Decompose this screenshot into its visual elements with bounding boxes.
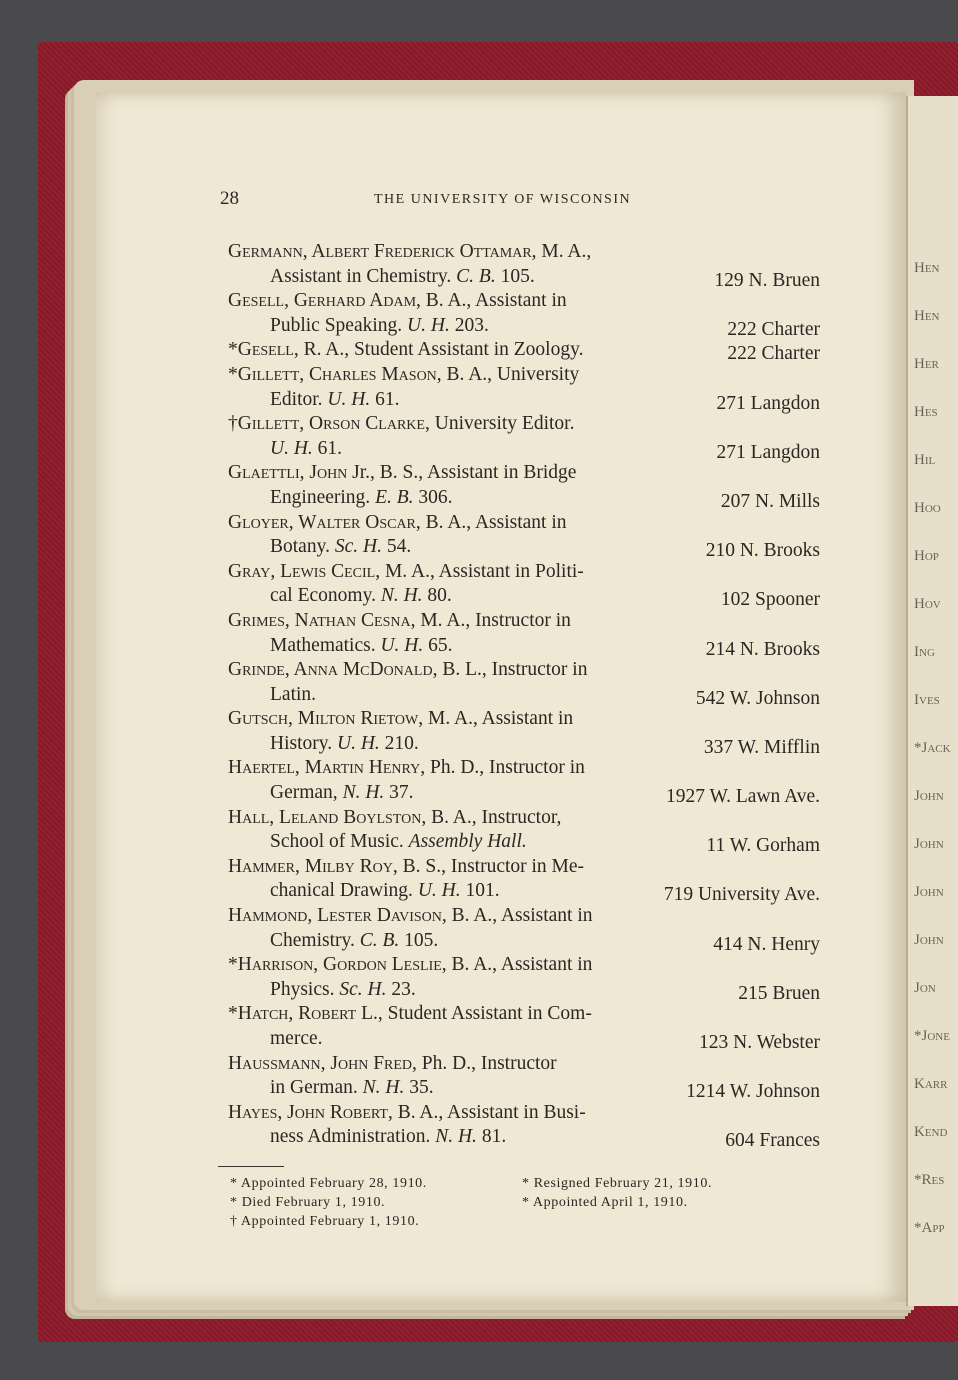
- entry-room: 35.: [409, 1077, 434, 1099]
- entry-address: 222 Charter: [727, 318, 820, 340]
- entry-name: Haertel, Martin Henry,: [228, 757, 426, 779]
- entry-name: Gutsch, Milton Rietow,: [228, 708, 424, 730]
- book-page: [96, 92, 906, 1302]
- facing-page-fragment: *Res: [914, 1172, 945, 1188]
- entry-name: Grinde, Anna McDonald,: [228, 659, 438, 681]
- directory-entry: [228, 412, 818, 461]
- entry-address: 414 N. Henry: [713, 933, 820, 955]
- entry-department: Mathematics.: [270, 634, 376, 656]
- facing-page-fragment: Kend: [914, 1124, 948, 1140]
- entry-title: B. A., Assistant in: [420, 511, 567, 533]
- entry-room: 37.: [389, 782, 414, 804]
- entry-building: U. H.: [380, 634, 424, 656]
- directory-entry: [228, 1101, 818, 1150]
- entry-address: 129 N. Bruen: [714, 269, 820, 291]
- directory-entry: [228, 855, 818, 904]
- directory-entry: [228, 953, 818, 1002]
- directory-entry: [228, 609, 818, 658]
- entry-building: U. H.: [407, 314, 450, 336]
- facing-page-fragment: Hen: [914, 260, 940, 276]
- entry-room: 61.: [375, 388, 400, 410]
- directory-entry: [228, 363, 818, 412]
- entry-address: 210 N. Brooks: [705, 540, 820, 562]
- entry-room: 61.: [317, 437, 343, 459]
- entry-department: History.: [270, 732, 333, 754]
- entry-address: 11 W. Gorham: [706, 835, 820, 857]
- entry-title: Ph. D., Instructor in: [425, 757, 585, 779]
- entry-title: B. A., Assistant in: [446, 954, 593, 976]
- entry-title: M. A., Assistant in Politi-: [380, 560, 584, 582]
- entry-address: 1927 W. Lawn Ave.: [665, 786, 820, 808]
- entry-department: Physics.: [270, 978, 335, 1000]
- directory-entry: [228, 560, 818, 609]
- entry-address: 102 Spooner: [720, 589, 820, 611]
- facing-page-fragment: John: [914, 836, 944, 852]
- entry-room: 105.: [500, 265, 535, 287]
- entry-building: U. H.: [417, 880, 461, 902]
- entry-mark: *: [228, 1003, 238, 1025]
- entry-room: 80.: [427, 585, 452, 607]
- entry-building: C. B.: [359, 929, 400, 951]
- entry-building: Sc. H.: [334, 536, 382, 558]
- entry-title: Jr., B. S., Assistant in Bridge: [347, 462, 577, 484]
- entry-mark: *: [228, 954, 238, 976]
- entry-address: 542 W. Johnson: [695, 687, 820, 709]
- facing-page-fragment: *App: [914, 1220, 945, 1236]
- entry-name: Glaettli, John: [228, 462, 348, 484]
- facing-page-fragment: Jon: [914, 980, 936, 996]
- entry-room: 23.: [391, 978, 416, 1000]
- entry-title: University Editor.: [429, 413, 575, 435]
- entry-department: Assistant in Chemistry.: [270, 265, 452, 287]
- footnote: * Appointed February 28, 1910.: [230, 1176, 427, 1191]
- entry-room: 81.: [481, 1126, 507, 1148]
- entry-title: B. A., Assistant in: [446, 905, 593, 927]
- entry-name: Haussmann, John Fred,: [228, 1052, 417, 1074]
- entry-department: merce.: [270, 1028, 323, 1049]
- entry-department: cal Economy.: [270, 585, 376, 607]
- entry-name: Grimes, Nathan Cesna,: [228, 609, 416, 631]
- facing-page-fragment: Hoo: [914, 500, 941, 516]
- directory-entry: [228, 806, 818, 855]
- footnotes-right: [522, 1174, 712, 1212]
- entry-building: E. B.: [375, 486, 414, 508]
- facing-page-fragment: Karr: [914, 1076, 948, 1092]
- entry-address: 719 University Ave.: [663, 884, 820, 906]
- directory-entry: [228, 461, 818, 510]
- entry-name: Gesell,: [237, 339, 299, 361]
- entry-department: chanical Drawing.: [270, 880, 413, 902]
- entry-building: N. H.: [435, 1126, 477, 1148]
- entry-room: 105.: [404, 929, 439, 951]
- facing-page-fragment: *Jone: [914, 1028, 950, 1044]
- entry-building: U. H.: [327, 388, 371, 410]
- entry-title: B. A., University: [441, 363, 580, 385]
- entry-building: N. H.: [380, 585, 423, 607]
- entry-title: B. S., Instructor in Me-: [397, 855, 585, 877]
- entry-address: 215 Bruen: [738, 982, 820, 1004]
- entry-title: B. A., Assistant in: [420, 290, 567, 312]
- entry-department: Latin.: [270, 683, 317, 705]
- entry-title: B. L., Instructor in: [437, 659, 588, 681]
- entry-mark: †: [228, 413, 238, 435]
- directory-entry: [228, 904, 818, 953]
- entry-address: 271 Langdon: [716, 392, 820, 414]
- footnote: * Resigned February 21, 1910.: [522, 1176, 713, 1191]
- entry-title: M. A.,: [536, 241, 592, 262]
- facing-page-fragment: *Jack: [914, 740, 951, 756]
- entry-title: R. A., Student Assistant in Zoology.: [298, 339, 584, 361]
- directory-entry: [228, 240, 818, 289]
- entry-title: M. A., Assistant in: [423, 708, 574, 730]
- entry-address: 123 N. Webster: [698, 1032, 820, 1053]
- entry-name: Hammond, Lester Davison,: [228, 905, 447, 927]
- footnote: † Appointed February 1, 1910.: [230, 1214, 420, 1229]
- directory-entry: [228, 756, 820, 808]
- directory-entry: [228, 511, 818, 560]
- footnote: * Appointed April 1, 1910.: [522, 1195, 688, 1210]
- entry-address: 1214 W. Johnson: [686, 1081, 820, 1103]
- entry-room: 54.: [386, 536, 412, 558]
- directory-entries: [228, 240, 818, 1150]
- entry-building: C. B.: [456, 265, 496, 287]
- directory-entry: [228, 658, 818, 707]
- facing-page-fragment: John: [914, 932, 944, 948]
- directory-entry: [228, 1052, 818, 1101]
- entry-room: 210.: [384, 732, 419, 754]
- entry-title: B. A., Assistant in Busi-: [392, 1101, 586, 1123]
- page-number: 28: [220, 188, 239, 209]
- entry-department: Editor.: [270, 388, 323, 410]
- footnote-rule: [218, 1166, 284, 1167]
- entry-address: 214 N. Brooks: [705, 638, 820, 660]
- facing-page-fragment: John: [914, 788, 944, 804]
- entry-name: Gray, Lewis Cecil,: [228, 560, 381, 582]
- entry-department: School of Music.: [270, 831, 404, 853]
- facing-page-fragment: Hop: [914, 548, 939, 564]
- entry-address: 337 W. Mifflin: [703, 736, 820, 758]
- entry-address: 271 Langdon: [716, 441, 820, 463]
- entry-department: Engineering.: [270, 486, 371, 508]
- running-title: THE UNIVERSITY OF WISCONSIN: [374, 192, 632, 207]
- facing-page-fragment: Hes: [914, 404, 938, 420]
- facing-page-fragment: Her: [914, 356, 939, 372]
- facing-page-fragment: Ing: [914, 644, 935, 660]
- entry-address: 604 Frances: [725, 1130, 820, 1152]
- entry-title: B. A., Instructor,: [426, 806, 562, 828]
- entry-department: Chemistry.: [270, 929, 355, 951]
- entry-mark: *: [228, 339, 238, 361]
- directory-entry: [228, 1002, 818, 1051]
- entry-title: Ph. D., Instructor: [416, 1052, 557, 1074]
- entry-building: N. H.: [342, 782, 385, 804]
- entry-name: Hatch, Robert L.,: [237, 1003, 383, 1025]
- entry-name: Germann, Albert Frederick Ottamar,: [228, 241, 537, 262]
- entry-building: Assembly Hall.: [408, 831, 527, 853]
- facing-page-fragment: John: [914, 884, 944, 900]
- page-header: [96, 188, 906, 212]
- entry-building: Sc. H.: [339, 978, 387, 1000]
- directory-entry: [228, 707, 818, 756]
- facing-page-fragment: Ives: [914, 692, 940, 708]
- facing-page-fragment: Hil: [914, 452, 936, 468]
- entry-title: Student Assistant in Com-: [382, 1003, 592, 1025]
- entry-mark: *: [228, 363, 238, 385]
- entry-building: U. H.: [270, 437, 313, 459]
- footnotes-left: [230, 1174, 427, 1231]
- facing-page-fragment: Hov: [914, 596, 941, 612]
- entry-address: 222 Charter: [727, 343, 820, 365]
- entry-name: Gillett, Charles Mason,: [237, 363, 442, 385]
- entry-room: 203.: [454, 314, 489, 336]
- entry-name: Hall, Leland Boylston,: [228, 806, 427, 828]
- entry-room: 65.: [428, 634, 453, 656]
- entry-name: Gloyer, Walter Oscar,: [228, 511, 421, 533]
- facing-page-edge: [906, 96, 958, 1306]
- entry-title: M. A., Instructor in: [415, 609, 571, 631]
- directory-entry: [228, 289, 818, 338]
- entry-name: Gesell, Gerhard Adam,: [228, 290, 421, 312]
- entry-building: N. H.: [362, 1077, 405, 1099]
- entry-department: Botany.: [270, 536, 330, 558]
- entry-building: U. H.: [336, 732, 380, 754]
- footnote: * Died February 1, 1910.: [230, 1195, 386, 1210]
- directory-entry: [228, 338, 818, 363]
- entry-room: 306.: [418, 486, 453, 508]
- entry-name: Hammer, Milby Roy,: [228, 855, 398, 877]
- entry-department: ness Administration.: [270, 1126, 431, 1148]
- entry-department: German,: [270, 782, 338, 804]
- entry-name: Hayes, John Robert,: [228, 1101, 393, 1123]
- entry-department: in German.: [270, 1077, 358, 1099]
- entry-name: Gillett, Orson Clarke,: [237, 413, 430, 435]
- entry-name: Harrison, Gordon Leslie,: [237, 954, 447, 976]
- facing-page-fragment: Hen: [914, 308, 940, 324]
- entry-department: Public Speaking.: [270, 314, 403, 336]
- entry-address: 207 N. Mills: [720, 490, 820, 512]
- entry-room: 101.: [465, 880, 500, 902]
